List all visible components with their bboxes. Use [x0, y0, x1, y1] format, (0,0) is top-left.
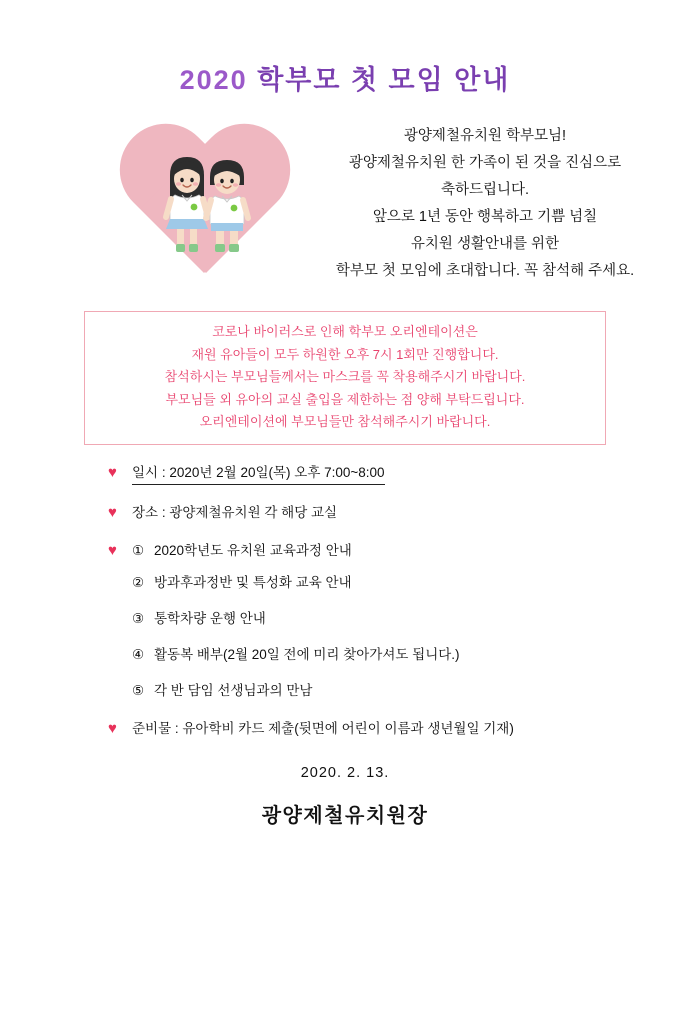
- item-text: 각 반 담임 선생님과의 만남: [154, 682, 313, 698]
- details-list: [108, 463, 690, 739]
- item-number: ②: [132, 574, 145, 590]
- heart-bullet-icon: ♥: [108, 503, 117, 521]
- item-text: 활동복 배부(2월 20일 전에 미리 찾아가셔도 됩니다.): [154, 646, 460, 662]
- contents-sub-list-rest: [132, 573, 690, 701]
- issue-date: 2020. 2. 13.: [300, 764, 390, 781]
- heart-bullet-icon: ♥: [108, 719, 117, 737]
- contents-sub-list: [132, 541, 352, 561]
- greeting-line: 앞으로 1년 동안 행복하고 기쁨 넘칠: [372, 209, 598, 225]
- item-number: ③: [132, 610, 145, 626]
- signer-name: 광양제철유치원장: [261, 804, 429, 827]
- notice-line: 오리엔테이션에 부모님들만 참석해주시기 바랍니다.: [199, 414, 491, 429]
- greeting-line: 유치원 생활안내를 위한: [410, 236, 560, 252]
- item-text: 통학차량 운행 안내: [154, 610, 266, 626]
- notice-line: 코로나 바이러스로 인해 학부모 오리엔테이션은: [212, 324, 478, 339]
- item-number: ①: [132, 542, 145, 558]
- title-text: 학부모 첫 모임 안내: [257, 65, 511, 95]
- detail-datetime-text: 일시 : 2020년 2월 20일(목) 오후 7:00~8:00: [132, 463, 385, 485]
- list-item: [132, 609, 690, 629]
- greeting-text: [300, 123, 670, 285]
- page-title: [0, 58, 690, 97]
- heart-bullet-icon: ♥: [108, 541, 117, 559]
- list-item: [132, 541, 352, 561]
- greeting-line: 축하드립니다.: [440, 182, 530, 198]
- detail-supplies-text: 준비물 : 유아학비 카드 제출(뒷면에 어린이 이름과 생년월일 기재): [132, 720, 514, 736]
- notice-document-page: [0, 58, 690, 1033]
- greeting-line: 학부모 첫 모임에 초대합니다. 꼭 참석해 주세요.: [335, 263, 635, 279]
- detail-row-contents: [108, 541, 690, 561]
- notice-line: 참석하시는 부모님들께서는 마스크를 꼭 착용해주시기 바랍니다.: [164, 369, 526, 384]
- detail-contents-block: [132, 541, 352, 561]
- list-item: [132, 645, 690, 665]
- two-children-icon: [130, 149, 280, 269]
- greeting-line: 광양제철유치원 학부모님!: [403, 128, 567, 144]
- item-text: 방과후과정반 및 특성화 교육 안내: [154, 574, 352, 590]
- header-block: [0, 119, 690, 299]
- detail-row-place: [108, 503, 690, 523]
- item-number: ⑤: [132, 682, 145, 698]
- item-number: ④: [132, 646, 145, 662]
- heart-bullet-icon: ♥: [108, 463, 117, 481]
- title-year: 2020: [179, 65, 248, 95]
- detail-row-supplies: [108, 719, 690, 739]
- heart-illustration: [104, 119, 304, 299]
- detail-place-text: 장소 : 광양제철유치원 각 해당 교실: [132, 504, 338, 520]
- greeting-line: 광양제철유치원 한 가족이 된 것을 진심으로: [348, 155, 622, 171]
- list-item: [132, 573, 690, 593]
- notice-line: 재원 유아들이 모두 하원한 오후 7시 1회만 진행합니다.: [191, 346, 499, 362]
- document-footer: [0, 765, 690, 828]
- notice-line: 부모님들 외 유아의 교실 출입을 제한하는 점 양해 부탁드립니다.: [165, 391, 525, 407]
- detail-row-datetime: [108, 463, 690, 485]
- list-item: [132, 681, 690, 701]
- item-text: 2020학년도 유치원 교육과정 안내: [154, 542, 352, 558]
- covid-notice-box: [84, 311, 606, 445]
